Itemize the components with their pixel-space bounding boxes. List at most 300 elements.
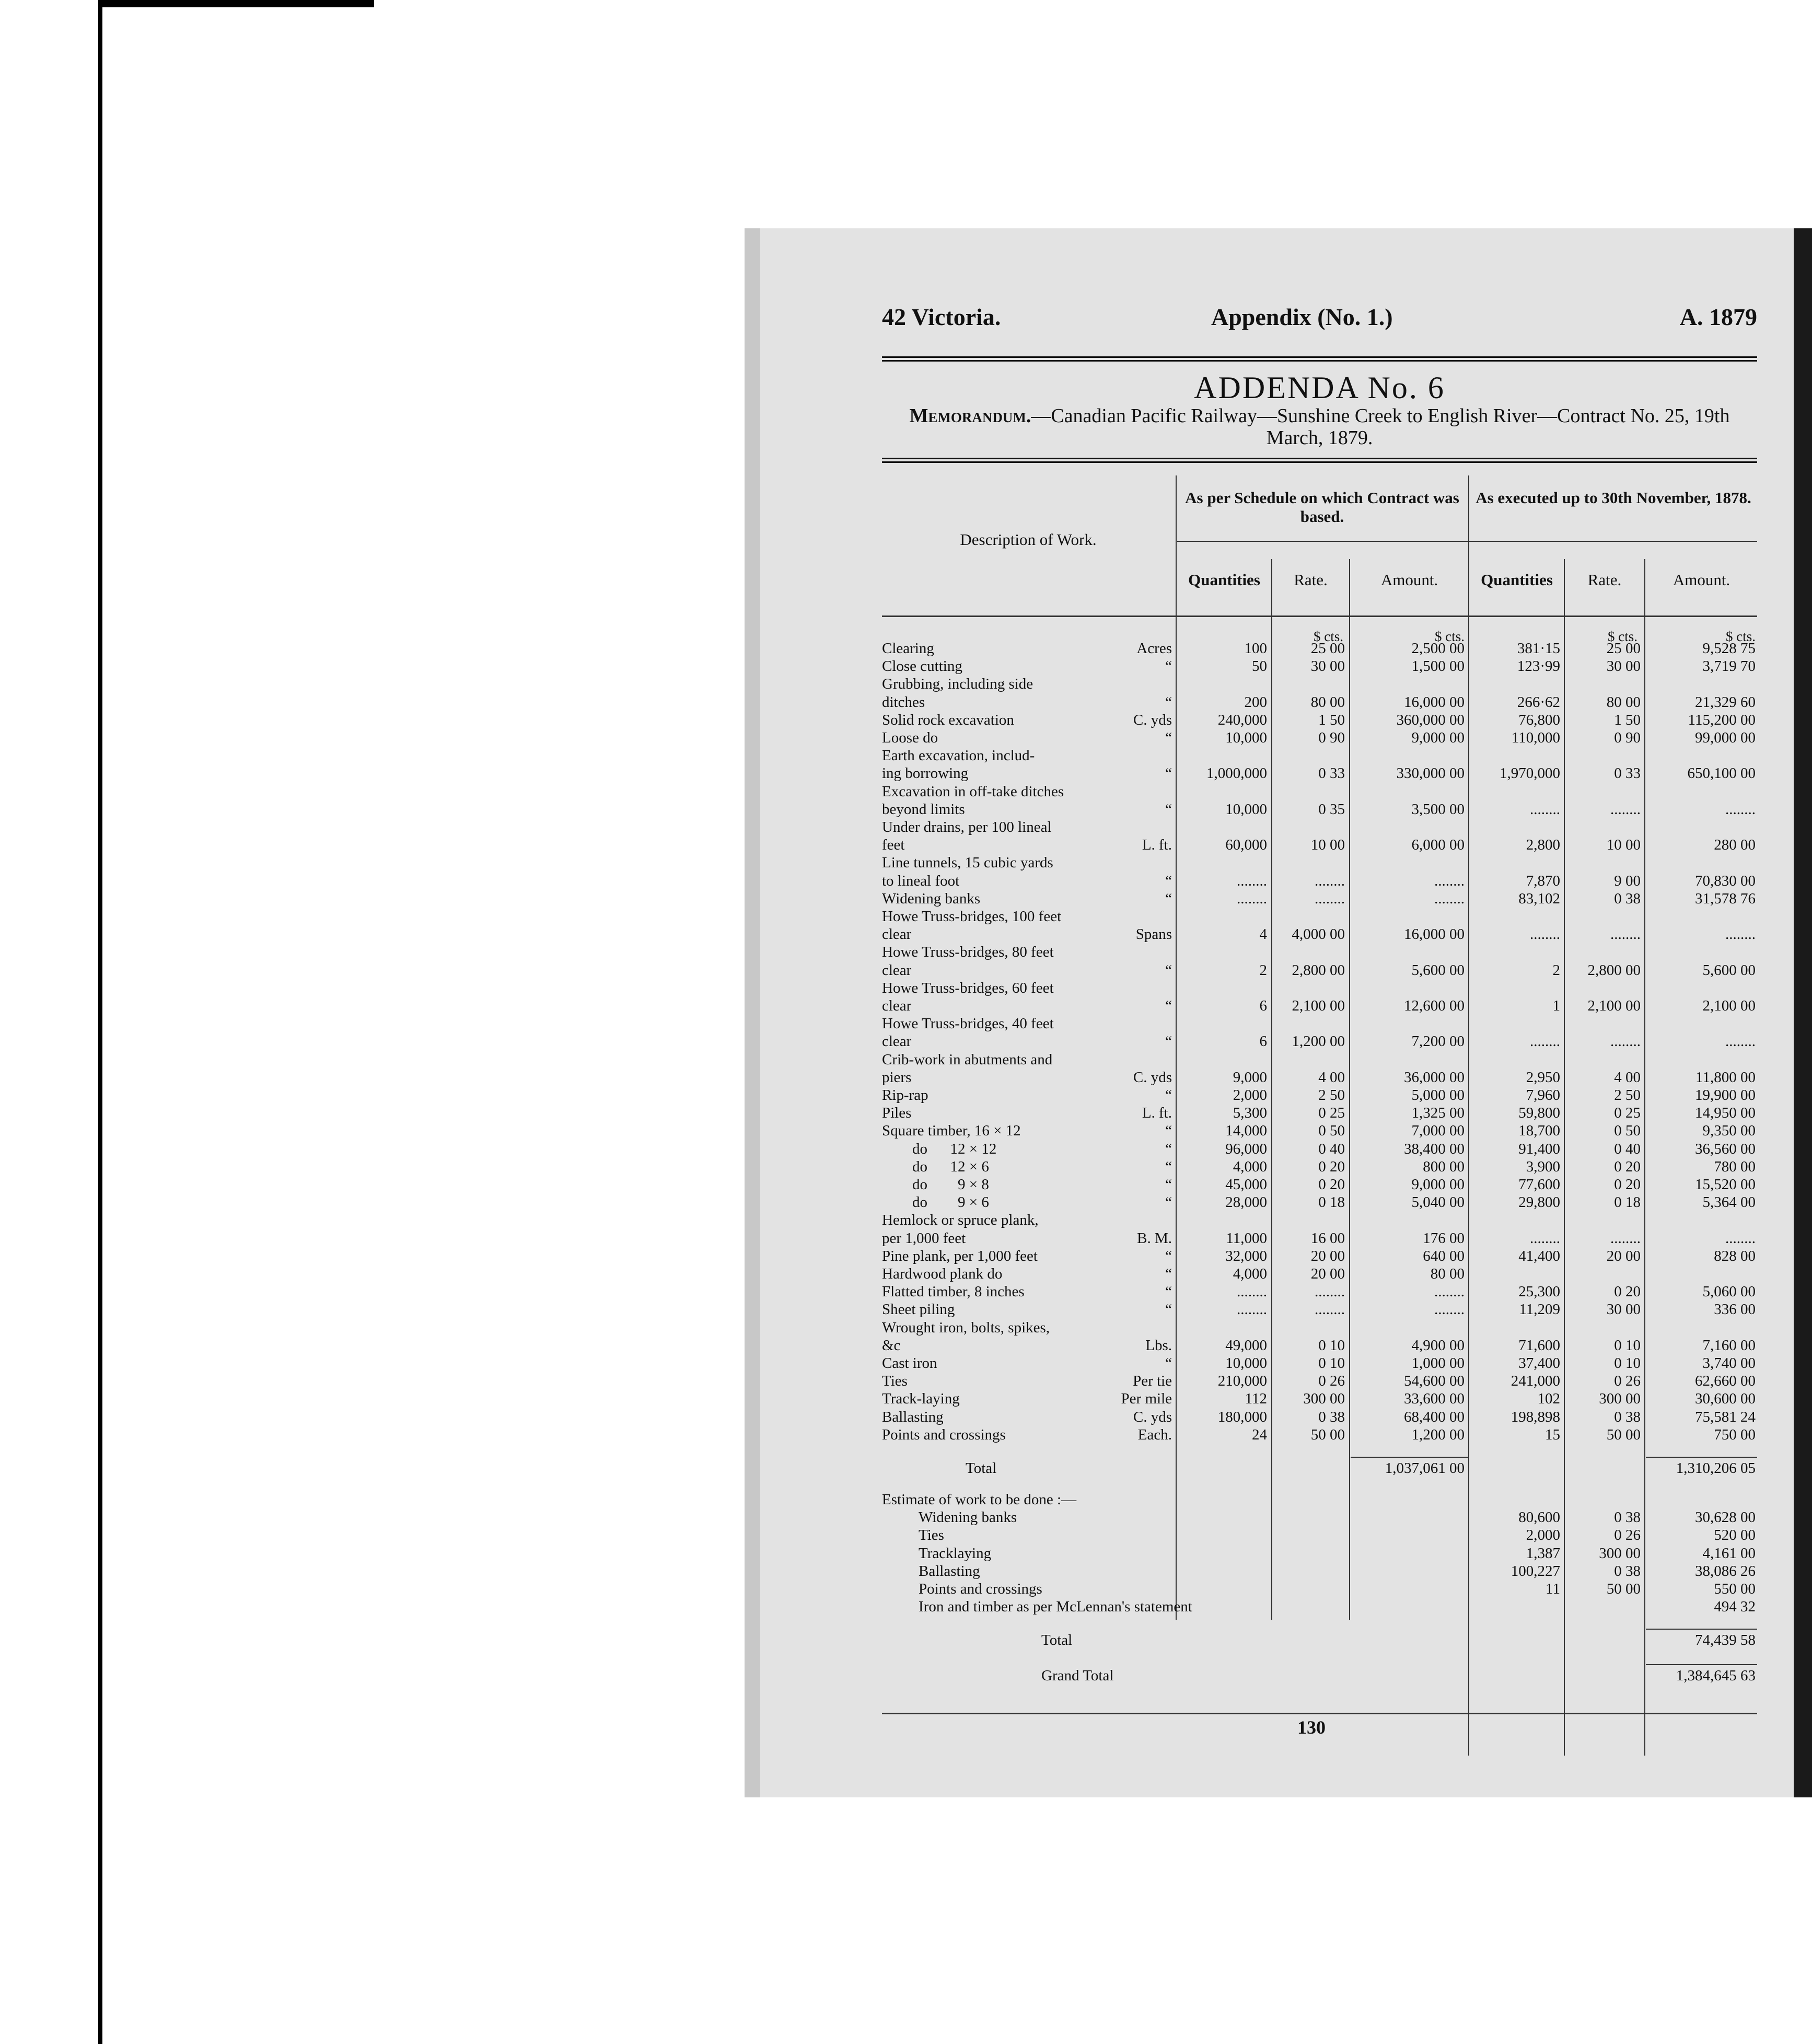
row-description: Rip-rap bbox=[882, 1087, 928, 1104]
cell-a1: 16,000 00 bbox=[1404, 926, 1465, 943]
cell-r1: 2 50 bbox=[1318, 1087, 1345, 1104]
column-rule bbox=[1564, 559, 1565, 1756]
cell-a1: 9,000 00 bbox=[1411, 729, 1465, 746]
header-bottom-rule bbox=[882, 615, 1757, 617]
cell-a1: 176 00 bbox=[1423, 1229, 1465, 1247]
row-unit: Per tie bbox=[1133, 1373, 1172, 1390]
cell-r2: 0 10 bbox=[1614, 1337, 1641, 1354]
estimate-total-label: Total bbox=[1041, 1632, 1073, 1649]
estimate-amount: 520 00 bbox=[1714, 1527, 1756, 1544]
cell-a1: 3,500 00 bbox=[1411, 800, 1465, 818]
cell-r1: 0 20 bbox=[1318, 1176, 1345, 1193]
cell-a1: 360,000 00 bbox=[1396, 711, 1465, 728]
estimate-rate: 300 00 bbox=[1599, 1544, 1641, 1562]
estimate-quantity: 100,227 bbox=[1511, 1562, 1560, 1580]
row-description: do 9 × 6 bbox=[882, 1194, 989, 1211]
row-description: ing borrowing bbox=[882, 765, 969, 782]
cell-q2: 1,970,000 bbox=[1500, 765, 1560, 782]
row-unit: “ bbox=[1165, 1176, 1172, 1193]
estimate-amount: 550 00 bbox=[1714, 1581, 1756, 1597]
total-schedule-amount: 1,037,061 00 bbox=[1385, 1460, 1465, 1477]
cell-q2: 2,950 bbox=[1526, 1069, 1560, 1086]
page-number: 130 bbox=[1297, 1717, 1326, 1738]
cell-r1: 10 00 bbox=[1310, 837, 1345, 854]
cell-a2: 21,329 60 bbox=[1695, 693, 1756, 711]
row-unit: Each. bbox=[1137, 1426, 1172, 1443]
cell-r2: 0 20 bbox=[1614, 1176, 1641, 1193]
cell-q1: 10,000 bbox=[1225, 1355, 1267, 1372]
row-unit: “ bbox=[1165, 729, 1172, 746]
row-description: Howe Truss-bridges, 40 feet bbox=[882, 1015, 1054, 1032]
cell-q2: 266·62 bbox=[1517, 693, 1560, 711]
total-label: Total bbox=[966, 1460, 997, 1477]
cell-a2: 11,800 00 bbox=[1695, 1069, 1756, 1086]
cell-r2: 4 00 bbox=[1614, 1069, 1641, 1086]
cell-q1: ........ bbox=[1237, 1301, 1267, 1318]
cell-q1: 6 bbox=[1259, 997, 1267, 1014]
row-unit: C. yds bbox=[1133, 1408, 1172, 1425]
column-rule bbox=[1349, 559, 1350, 1620]
cell-a2: 5,600 00 bbox=[1702, 961, 1756, 979]
cell-a2: 36,560 00 bbox=[1695, 1140, 1756, 1157]
cell-r1: 300 00 bbox=[1303, 1390, 1345, 1408]
row-unit: “ bbox=[1165, 872, 1172, 889]
row-unit: “ bbox=[1165, 693, 1172, 711]
row-description: Howe Truss-bridges, 60 feet bbox=[882, 979, 1054, 996]
row-description: Solid rock excavation bbox=[882, 711, 1014, 728]
estimate-description: Tracklaying bbox=[919, 1544, 992, 1562]
cell-r2: 20 00 bbox=[1606, 1247, 1641, 1264]
units-label: $ cts. bbox=[1726, 629, 1756, 644]
row-unit: “ bbox=[1165, 1033, 1172, 1050]
cell-a1: 7,200 00 bbox=[1411, 1033, 1465, 1050]
cell-r2: 30 00 bbox=[1606, 1301, 1641, 1318]
row-description: beyond limits bbox=[882, 800, 965, 818]
cell-a1: 1,500 00 bbox=[1411, 658, 1465, 675]
cell-a2: 780 00 bbox=[1714, 1158, 1756, 1175]
cell-a1: 38,400 00 bbox=[1404, 1140, 1465, 1157]
cell-q1: 10,000 bbox=[1225, 729, 1267, 746]
cell-q2: 77,600 bbox=[1518, 1176, 1560, 1193]
cell-a1: 7,000 00 bbox=[1411, 1122, 1465, 1140]
cell-r2: 0 20 bbox=[1614, 1158, 1641, 1175]
cell-q1: ........ bbox=[1237, 1283, 1267, 1300]
cell-a1: 1,200 00 bbox=[1411, 1426, 1465, 1443]
running-header-center: Appendix (No. 1.) bbox=[1211, 304, 1393, 330]
estimate-amount: 30,628 00 bbox=[1695, 1509, 1756, 1526]
cell-r2: 1 50 bbox=[1614, 711, 1641, 728]
scan-edge bbox=[102, 0, 374, 7]
units-label: $ cts. bbox=[1608, 629, 1637, 644]
cell-q1: 9,000 bbox=[1233, 1069, 1267, 1086]
cell-q1: 32,000 bbox=[1225, 1247, 1267, 1264]
row-unit: “ bbox=[1165, 1301, 1172, 1318]
cell-a2: 3,740 00 bbox=[1702, 1355, 1756, 1372]
row-description: ditches bbox=[882, 693, 925, 711]
cell-q2: 18,700 bbox=[1518, 1122, 1560, 1140]
row-description: Flatted timber, 8 inches bbox=[882, 1283, 1025, 1300]
cell-a1: 640 00 bbox=[1423, 1247, 1465, 1264]
cell-q2: 15 bbox=[1545, 1426, 1560, 1443]
estimate-quantity: 2,000 bbox=[1526, 1527, 1560, 1544]
cell-r2: 0 20 bbox=[1614, 1283, 1641, 1300]
cell-q1: 10,000 bbox=[1225, 800, 1267, 818]
header-rule bbox=[882, 356, 1757, 362]
row-unit: L. ft. bbox=[1142, 1105, 1172, 1122]
row-unit: “ bbox=[1165, 1087, 1172, 1104]
row-description: Square timber, 16 × 12 bbox=[882, 1122, 1021, 1140]
running-header-right: A. 1879 bbox=[1679, 304, 1757, 330]
cell-r2: ........ bbox=[1610, 1033, 1641, 1050]
row-unit: “ bbox=[1165, 1140, 1172, 1157]
title-rule bbox=[882, 458, 1757, 463]
col-header-quantities: Quantities bbox=[1188, 571, 1260, 589]
row-description: Sheet piling bbox=[882, 1301, 955, 1318]
row-description: Under drains, per 100 lineal bbox=[882, 819, 1052, 835]
cell-q1: 180,000 bbox=[1217, 1408, 1267, 1425]
cell-q2: ........ bbox=[1530, 800, 1560, 818]
cell-r1: 0 35 bbox=[1318, 800, 1345, 818]
cell-r2: 0 10 bbox=[1614, 1355, 1641, 1372]
cell-q2: 123·99 bbox=[1517, 658, 1560, 675]
row-description: Howe Truss-bridges, 100 feet bbox=[882, 908, 1062, 925]
cell-q2: 198,898 bbox=[1511, 1408, 1560, 1425]
estimate-description: Ties bbox=[919, 1527, 944, 1544]
row-description: Pine plank, per 1,000 feet bbox=[882, 1247, 1038, 1264]
row-description: do 12 × 12 bbox=[882, 1140, 997, 1157]
cell-a2: ........ bbox=[1725, 800, 1756, 818]
cell-a1: 1,000 00 bbox=[1411, 1355, 1465, 1372]
row-description: Points and crossings bbox=[882, 1426, 1006, 1443]
cell-q2: 241,000 bbox=[1511, 1373, 1560, 1390]
cell-r1: 0 25 bbox=[1318, 1105, 1345, 1122]
col-header-rate: Rate. bbox=[1294, 571, 1328, 589]
units-label: $ cts. bbox=[1314, 629, 1343, 644]
cell-r2: 0 25 bbox=[1614, 1105, 1641, 1122]
cell-r2: 0 90 bbox=[1614, 729, 1641, 746]
col-header-rate: Rate. bbox=[1587, 571, 1622, 589]
cell-a2: ........ bbox=[1725, 1229, 1756, 1247]
row-description: clear bbox=[882, 961, 912, 979]
row-unit: “ bbox=[1165, 1265, 1172, 1282]
row-description: per 1,000 feet bbox=[882, 1229, 966, 1247]
cell-a1: 16,000 00 bbox=[1404, 693, 1465, 711]
cell-q1: 28,000 bbox=[1225, 1194, 1267, 1211]
cell-q2: 83,102 bbox=[1518, 890, 1560, 907]
cell-a2: 336 00 bbox=[1714, 1301, 1756, 1318]
cell-a2: 31,578 76 bbox=[1695, 890, 1756, 907]
row-description: Ballasting bbox=[882, 1408, 944, 1425]
cell-a2: 650,100 00 bbox=[1687, 765, 1756, 782]
cell-a2: 5,060 00 bbox=[1702, 1283, 1756, 1300]
estimate-rate: 0 38 bbox=[1614, 1562, 1641, 1580]
cell-a1: 12,600 00 bbox=[1404, 997, 1465, 1014]
sum-rule bbox=[1646, 1457, 1757, 1458]
row-unit: “ bbox=[1165, 997, 1172, 1014]
cell-r1: 4 00 bbox=[1318, 1069, 1345, 1086]
cell-q2: 59,800 bbox=[1518, 1105, 1560, 1122]
running-header-left: 42 Victoria. bbox=[882, 304, 1001, 330]
cell-r1: 0 10 bbox=[1318, 1337, 1345, 1354]
estimate-rate: 0 38 bbox=[1614, 1509, 1641, 1526]
cell-q1: 14,000 bbox=[1225, 1122, 1267, 1140]
cell-r1: 30 00 bbox=[1310, 658, 1345, 675]
cell-r1: 0 20 bbox=[1318, 1158, 1345, 1175]
cell-q2: 71,600 bbox=[1518, 1337, 1560, 1354]
cell-r2: 25 00 bbox=[1606, 640, 1641, 657]
cell-r1: 0 50 bbox=[1318, 1122, 1345, 1140]
row-unit: Spans bbox=[1135, 926, 1172, 943]
cell-a2: 75,581 24 bbox=[1695, 1408, 1756, 1425]
column-rule bbox=[1271, 559, 1272, 1620]
row-description: Crib-work in abutments and bbox=[882, 1051, 1053, 1068]
column-rule bbox=[1176, 475, 1177, 1620]
cell-q1: 200 bbox=[1244, 693, 1267, 711]
cell-r2: 0 18 bbox=[1614, 1194, 1641, 1211]
row-description: Excavation in off-take ditches bbox=[882, 783, 1064, 800]
cell-r1: 0 26 bbox=[1318, 1373, 1345, 1390]
cell-a2: 828 00 bbox=[1714, 1247, 1756, 1264]
col-header-amount: Amount. bbox=[1672, 571, 1730, 589]
cell-a1: ........ bbox=[1434, 1301, 1465, 1318]
cell-a2: 15,520 00 bbox=[1695, 1176, 1756, 1193]
sum-rule bbox=[1646, 1629, 1757, 1630]
cell-r2: 0 38 bbox=[1614, 890, 1641, 907]
row-unit: Per mile bbox=[1121, 1390, 1172, 1408]
row-unit: “ bbox=[1165, 658, 1172, 675]
row-description: feet bbox=[882, 837, 905, 854]
estimate-description: Widening banks bbox=[919, 1509, 1017, 1526]
estimate-description: Points and crossings bbox=[919, 1581, 1042, 1597]
cell-a1: 5,000 00 bbox=[1411, 1087, 1465, 1104]
cell-r2: 50 00 bbox=[1606, 1426, 1641, 1443]
cell-a1: ........ bbox=[1434, 1283, 1465, 1300]
cell-a1: 33,600 00 bbox=[1404, 1390, 1465, 1408]
cell-a2: 9,350 00 bbox=[1702, 1122, 1756, 1140]
row-unit: “ bbox=[1165, 765, 1172, 782]
row-unit: “ bbox=[1165, 1283, 1172, 1300]
cell-r2: ........ bbox=[1610, 800, 1641, 818]
row-unit: Lbs. bbox=[1145, 1337, 1172, 1354]
row-unit: C. yds bbox=[1133, 1069, 1172, 1086]
cell-q1: 112 bbox=[1245, 1390, 1267, 1408]
cell-q2: 381·15 bbox=[1517, 640, 1560, 657]
cell-a1: 2,500 00 bbox=[1411, 640, 1465, 657]
row-description: clear bbox=[882, 926, 912, 943]
cell-a2: 19,900 00 bbox=[1695, 1087, 1756, 1104]
cell-a2: 30,600 00 bbox=[1695, 1390, 1756, 1408]
cell-q1: 60,000 bbox=[1225, 837, 1267, 854]
group-rule bbox=[1177, 541, 1757, 542]
cell-r1: 0 40 bbox=[1318, 1140, 1345, 1157]
cell-q2: ........ bbox=[1530, 1229, 1560, 1247]
row-description: Clearing bbox=[882, 640, 934, 657]
cell-a2: 2,100 00 bbox=[1702, 997, 1756, 1014]
grand-total-amount: 1,384,645 63 bbox=[1676, 1667, 1756, 1685]
cell-q2: 3,900 bbox=[1526, 1158, 1560, 1175]
cell-q2: 29,800 bbox=[1518, 1194, 1560, 1211]
cell-q1: 2 bbox=[1259, 961, 1267, 979]
cell-r2: 0 40 bbox=[1614, 1140, 1641, 1157]
cell-q1: 50 bbox=[1252, 658, 1267, 675]
cell-a1: 800 00 bbox=[1423, 1158, 1465, 1175]
cell-r2: 10 00 bbox=[1606, 837, 1641, 854]
cell-q2: 1 bbox=[1552, 997, 1560, 1014]
cell-q1: 100 bbox=[1244, 640, 1267, 657]
estimate-description: Ballasting bbox=[919, 1562, 980, 1580]
page-title: ADDENDA No. 6 bbox=[1194, 370, 1445, 405]
schedule-group-header: As per Schedule on which Contract was based. bbox=[1185, 489, 1459, 526]
cell-q1: 240,000 bbox=[1217, 711, 1267, 728]
cell-q1: 6 bbox=[1259, 1033, 1267, 1050]
cell-r2: 0 26 bbox=[1614, 1373, 1641, 1390]
cell-q1: ........ bbox=[1237, 872, 1267, 889]
cell-r2: ........ bbox=[1610, 926, 1641, 943]
cell-r1: 0 33 bbox=[1318, 765, 1345, 782]
row-unit: “ bbox=[1165, 1355, 1172, 1372]
cell-r1: 0 18 bbox=[1318, 1194, 1345, 1211]
cell-r1: 0 10 bbox=[1318, 1355, 1345, 1372]
cell-q2: 102 bbox=[1537, 1390, 1560, 1408]
cell-a1: 6,000 00 bbox=[1411, 837, 1465, 854]
cell-r2: 2,800 00 bbox=[1587, 961, 1641, 979]
cell-r1: 20 00 bbox=[1310, 1247, 1345, 1264]
row-description: Wrought iron, bolts, spikes, bbox=[882, 1319, 1050, 1336]
cell-q1: 11,000 bbox=[1226, 1229, 1267, 1247]
cell-r1: ........ bbox=[1315, 1301, 1345, 1318]
cell-q1: 45,000 bbox=[1225, 1176, 1267, 1193]
sum-rule bbox=[1646, 1664, 1757, 1665]
cell-r1: 80 00 bbox=[1310, 693, 1345, 711]
cell-q2: 2 bbox=[1552, 961, 1560, 979]
row-description: Cast iron bbox=[882, 1355, 937, 1372]
memo-lead: Memorandum. bbox=[909, 405, 1031, 427]
row-unit: “ bbox=[1165, 890, 1172, 907]
cell-q1: 49,000 bbox=[1225, 1337, 1267, 1354]
row-description: Howe Truss-bridges, 80 feet bbox=[882, 944, 1054, 961]
cell-r1: 25 00 bbox=[1310, 640, 1345, 657]
row-description: Line tunnels, 15 cubic yards bbox=[882, 854, 1053, 872]
cell-q2: 37,400 bbox=[1518, 1355, 1560, 1372]
cell-q1: ........ bbox=[1237, 890, 1267, 907]
cell-a2: 70,830 00 bbox=[1695, 872, 1756, 889]
row-description: do 9 × 8 bbox=[882, 1176, 989, 1193]
cell-q2: 91,400 bbox=[1518, 1140, 1560, 1157]
cell-r2: 2,100 00 bbox=[1587, 997, 1641, 1014]
cell-a2: ........ bbox=[1725, 1033, 1756, 1050]
estimate-description: Iron and timber as per McLennan's statement bbox=[919, 1598, 1192, 1616]
cell-r2: 80 00 bbox=[1606, 693, 1641, 711]
cell-r1: 0 90 bbox=[1318, 729, 1345, 746]
row-description: Close cutting bbox=[882, 658, 962, 675]
cell-a1: 36,000 00 bbox=[1404, 1069, 1465, 1086]
cell-q1: 2,000 bbox=[1233, 1087, 1267, 1104]
row-unit: B. M. bbox=[1137, 1229, 1172, 1247]
executed-group-header: As executed up to 30th November, 1878. bbox=[1476, 489, 1751, 507]
cell-q2: 11,209 bbox=[1519, 1301, 1560, 1318]
cell-r1: 4,000 00 bbox=[1292, 926, 1345, 943]
cell-q2: 76,800 bbox=[1518, 711, 1560, 728]
row-unit: “ bbox=[1165, 1122, 1172, 1140]
cell-r1: 0 38 bbox=[1318, 1408, 1345, 1425]
cell-r1: 2,100 00 bbox=[1292, 997, 1345, 1014]
row-description: do 12 × 6 bbox=[882, 1158, 989, 1175]
total-executed-amount: 1,310,206 05 bbox=[1676, 1460, 1756, 1477]
cell-r1: 20 00 bbox=[1310, 1265, 1345, 1282]
page-shadow bbox=[1794, 228, 1812, 1797]
cell-a2: 3,719 70 bbox=[1702, 658, 1756, 675]
description-header: Description of Work. bbox=[960, 530, 1097, 549]
row-description: Track-laying bbox=[882, 1390, 960, 1408]
row-unit: L. ft. bbox=[1142, 837, 1172, 854]
column-rule bbox=[1644, 559, 1645, 1756]
cell-r1: ........ bbox=[1315, 872, 1345, 889]
cell-a1: 330,000 00 bbox=[1396, 765, 1465, 782]
row-description: piers bbox=[882, 1069, 912, 1086]
cell-q2: ........ bbox=[1530, 1033, 1560, 1050]
cell-a2: 14,950 00 bbox=[1695, 1105, 1756, 1122]
estimate-heading: Estimate of work to be done :— bbox=[882, 1491, 1077, 1508]
page-shadow bbox=[745, 228, 760, 1797]
row-description: Loose do bbox=[882, 729, 938, 746]
row-description: Earth excavation, includ- bbox=[882, 747, 1035, 764]
row-unit: “ bbox=[1165, 1158, 1172, 1175]
cell-r2: 2 50 bbox=[1614, 1087, 1641, 1104]
row-unit: Acres bbox=[1136, 640, 1172, 657]
row-description: &c bbox=[882, 1337, 901, 1354]
cell-r1: 2,800 00 bbox=[1292, 961, 1345, 979]
cell-r2: 30 00 bbox=[1606, 658, 1641, 675]
row-unit: “ bbox=[1165, 1247, 1172, 1264]
cell-q1: 1,000,000 bbox=[1206, 765, 1267, 782]
row-description: clear bbox=[882, 997, 912, 1014]
cell-a1: 1,325 00 bbox=[1411, 1105, 1465, 1122]
grand-total-label: Grand Total bbox=[1041, 1667, 1114, 1685]
row-description: Grubbing, including side bbox=[882, 676, 1033, 693]
sum-rule bbox=[1351, 1457, 1468, 1458]
cell-q2: 7,960 bbox=[1526, 1087, 1560, 1104]
cell-q1: 5,300 bbox=[1233, 1105, 1267, 1122]
cell-r1: ........ bbox=[1315, 890, 1345, 907]
cell-r1: 1 50 bbox=[1318, 711, 1345, 728]
cell-a1: 5,040 00 bbox=[1411, 1194, 1465, 1211]
memo-text bbox=[882, 405, 1757, 449]
cell-r2: 0 38 bbox=[1614, 1408, 1641, 1425]
cell-a2: 115,200 00 bbox=[1688, 711, 1756, 728]
cell-r1: 16 00 bbox=[1310, 1229, 1345, 1247]
row-description: Ties bbox=[882, 1373, 908, 1390]
cell-r2: 0 50 bbox=[1614, 1122, 1641, 1140]
cell-q1: 4,000 bbox=[1233, 1158, 1267, 1175]
cell-q2: 41,400 bbox=[1518, 1247, 1560, 1264]
cell-q2: 110,000 bbox=[1511, 729, 1560, 746]
cell-a1: 5,600 00 bbox=[1411, 961, 1465, 979]
row-description: to lineal foot bbox=[882, 872, 960, 889]
estimate-rate: 0 26 bbox=[1614, 1527, 1641, 1544]
row-description: clear bbox=[882, 1033, 912, 1050]
estimate-amount: 494 32 bbox=[1714, 1598, 1756, 1616]
cell-q1: 4,000 bbox=[1233, 1265, 1267, 1282]
row-unit: “ bbox=[1165, 800, 1172, 818]
row-description: Hemlock or spruce plank, bbox=[882, 1212, 1039, 1229]
row-description: Hardwood plank do bbox=[882, 1265, 1003, 1282]
scan-edge bbox=[98, 0, 102, 2044]
units-label: $ cts. bbox=[1435, 629, 1465, 644]
cell-a2: 99,000 00 bbox=[1695, 729, 1756, 746]
cell-a2: 7,160 00 bbox=[1702, 1337, 1756, 1354]
cell-q1: 96,000 bbox=[1225, 1140, 1267, 1157]
row-unit: “ bbox=[1165, 1194, 1172, 1211]
